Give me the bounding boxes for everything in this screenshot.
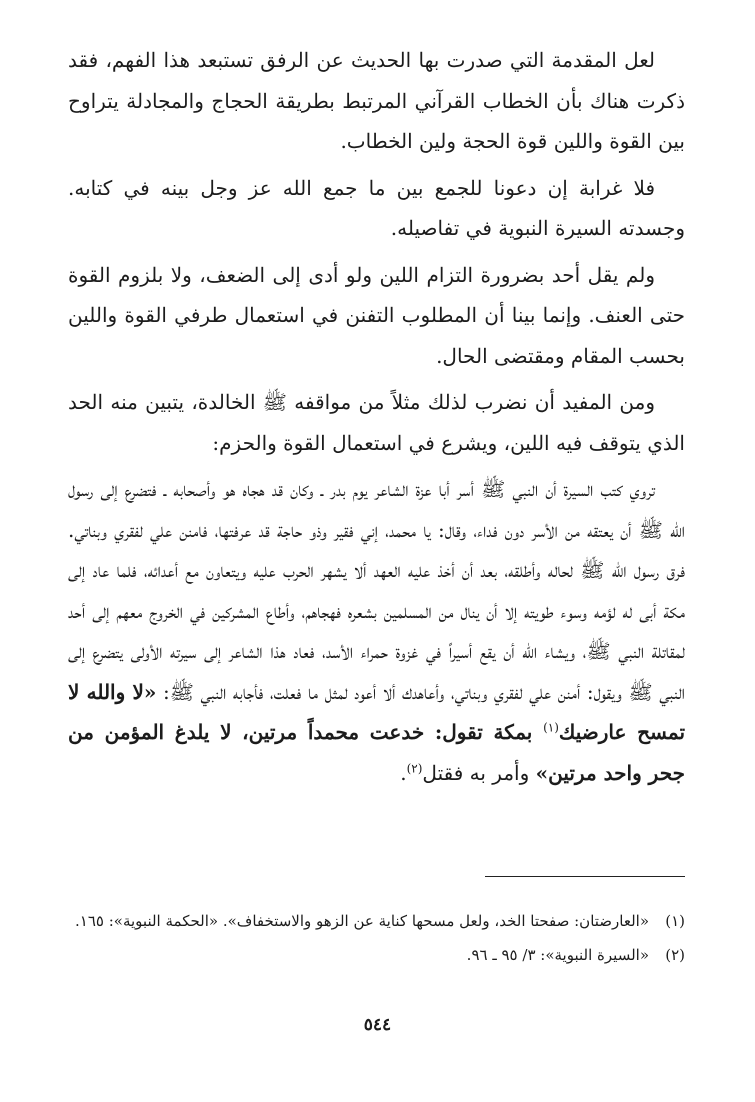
prophet-quote-part-1: «لا والله لا تمسح عارضيك bbox=[68, 679, 686, 744]
paragraph-1: لعل المقدمة التي صدرت بها الحديث عن الرفق تستبعد هذا الفهم، فقد ذكرت هناك بأن الخطاب القرآني المرتبط بطريقة الحجاج والمجادلة يتراوح بين القوة واللين قوة الحجة ولين الخطاب. bbox=[68, 48, 685, 153]
paragraph-5-story bbox=[68, 469, 685, 793]
main-text bbox=[68, 40, 685, 799]
paragraph-4: ومن المفيد أن نضرب لذلك مثلاً من مواقفه ﷺ الخالدة، يتبين منه الحد الذي يتوقف فيه اللين، ويشرع في استعمال القوة والحزم: bbox=[68, 390, 685, 455]
footnote-text-1: «العارضتان: صفحتا الخد، ولعل مسحها كناية عن الزهو والاستخفاف». «الحكمة النبوية»: ١٦٥. bbox=[75, 912, 649, 930]
footnote-divider bbox=[485, 876, 685, 877]
prophet-quote-part-2: بمكة تقول: خدعت محمداً مرتين، لا يلدغ المؤمن من جحر واحد مرتين» bbox=[68, 720, 685, 785]
footnote-text-2: «السيرة النبوية»: ٣/ ٩٥ ـ ٩٦. bbox=[466, 946, 649, 964]
story-end-punct: . bbox=[400, 760, 407, 785]
footnote-2 bbox=[68, 940, 685, 970]
footnote-ref-2: (٢) bbox=[406, 760, 423, 775]
footnote-number-1: (١) bbox=[665, 912, 685, 930]
footnote-number-2: (٢) bbox=[665, 946, 685, 964]
paragraph-2: فلا غرابة إن دعونا للجمع بين ما جمع الله عز وجل بينه في كتابه. وجسدته السيرة النبوية في تفاصيله. bbox=[68, 175, 685, 240]
story-text: تروي كتب السيرة أن النبي ﷺ أسر أبا عزة الشاعر يوم بدر ـ وكان قد هجاه هو وأصحابه ـ فتضرع إلى رسول الله ﷺ أن يعتقه من الأسر دون فداء، وقال: يا محمد، إني فقير وذو حاجة قد عرفتها، فامنن علي لفقري وبناتي. فرق رسول الله ﷺ لحاله وأطلقه، بعد أن أخذ عليه العهد ألا يشهر الحرب عليه ويتعاون مع أعدائه، فلما عاد إلى مكة أبى له لؤمه وسوء طويته إلا أن ينال من المسلمين بشعره فهجاهم، وأطاع المشركين في الخروج معهم إلى أحد لمقاتلة النبي ﷺ، ويشاء الله أن يقع أسيراً في غزوة حمراء الأسد، فعاد هذا الشاعر إلى سيرته الأولى يتضرع إلى النبي ﷺ ويقول: أمنن علي لفقري وبناتي، وأعاهدك ألا أعود لمثل ما فعلت، فأجابه النبي ﷺ: bbox=[68, 477, 686, 704]
story-ending: وأمر به فقتل bbox=[422, 760, 536, 785]
footnote-ref-1: (١) bbox=[543, 720, 559, 735]
footnotes bbox=[68, 906, 685, 974]
paragraph-3: ولم يقل أحد بضرورة التزام اللين ولو أدى إلى الضعف، ولا بلزوم القوة حتى العنف. وإنما بينا أن المطلوب التفنن في استعمال طرفي القوة واللين بحسب المقام ومقتضى الحال. bbox=[68, 262, 685, 368]
page-number: ٥٤٤ bbox=[363, 1015, 392, 1035]
footnote-1 bbox=[68, 906, 685, 936]
